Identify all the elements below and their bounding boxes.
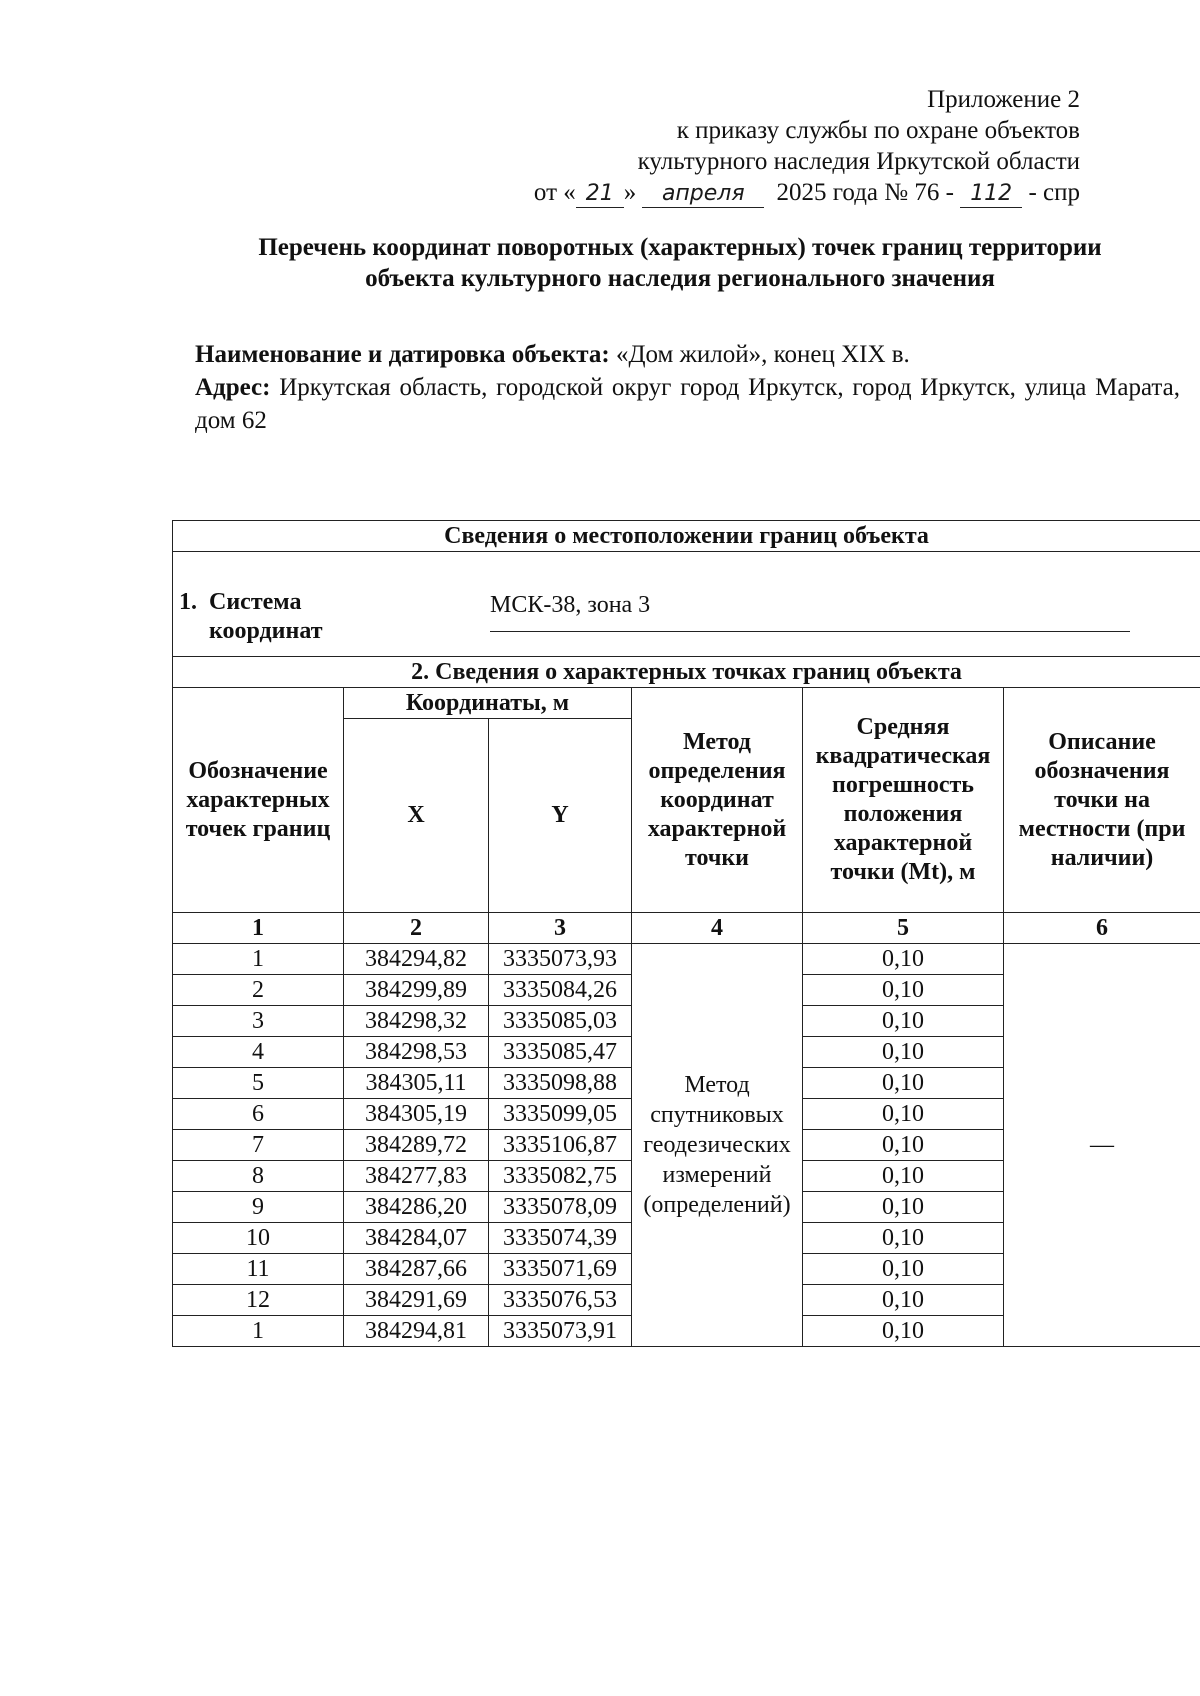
mt-value: 0,10 bbox=[803, 1192, 1004, 1223]
x-value: 384294,81 bbox=[344, 1316, 489, 1347]
order-year-text: 2025 года № 76 - bbox=[776, 179, 954, 206]
coordinate-system-label-2: координат bbox=[209, 618, 323, 644]
handwritten-month: апреля bbox=[642, 181, 764, 208]
x-value: 384286,20 bbox=[344, 1192, 489, 1223]
x-value: 384298,32 bbox=[344, 1006, 489, 1037]
y-value: 3335082,75 bbox=[489, 1161, 632, 1192]
point-id: 7 bbox=[173, 1130, 344, 1161]
x-value: 384298,53 bbox=[344, 1037, 489, 1068]
y-value: 3335085,03 bbox=[489, 1006, 632, 1037]
method-cell: Метод спутниковых геодезических измерений (определений) bbox=[632, 944, 803, 1347]
col-number: 2 bbox=[344, 913, 489, 944]
x-value: 384305,11 bbox=[344, 1068, 489, 1099]
point-id: 1 bbox=[173, 944, 344, 975]
appendix-block bbox=[380, 84, 1080, 208]
y-value: 3335076,53 bbox=[489, 1285, 632, 1316]
col-number: 5 bbox=[803, 913, 1004, 944]
point-id: 4 bbox=[173, 1037, 344, 1068]
point-id: 9 bbox=[173, 1192, 344, 1223]
title-line-2: объекта культурного наследия регионального значения bbox=[365, 265, 995, 292]
x-value: 384289,72 bbox=[344, 1130, 489, 1161]
x-value: 384287,66 bbox=[344, 1254, 489, 1285]
x-value: 384299,89 bbox=[344, 975, 489, 1006]
object-address-label: Адрес: bbox=[195, 374, 271, 401]
object-name-line bbox=[195, 338, 1180, 371]
handwritten-order-number: 112 bbox=[960, 181, 1022, 208]
object-address-value: Иркутская область, городской округ город Иркутск, город Иркутск, улица Марата, дом 62 bbox=[195, 374, 1180, 434]
order-date-line bbox=[380, 177, 1080, 208]
col-coords-header: Координаты, м bbox=[344, 688, 632, 719]
object-name-value: «Дом жилой», конец XIX в. bbox=[615, 341, 910, 368]
coordinate-system-row bbox=[173, 552, 1200, 657]
y-value: 3335071,69 bbox=[489, 1254, 632, 1285]
mt-value: 0,10 bbox=[803, 1254, 1004, 1285]
object-name-label: Наименование и датировка объекта: bbox=[195, 341, 610, 368]
date-prefix: от « bbox=[533, 179, 576, 206]
point-id: 1 bbox=[173, 1316, 344, 1347]
handwritten-day: 21 bbox=[576, 181, 624, 208]
y-value: 3335085,47 bbox=[489, 1037, 632, 1068]
appendix-line-2: к приказу службы по охране объектов bbox=[676, 117, 1080, 144]
y-value: 3335098,88 bbox=[489, 1068, 632, 1099]
order-suffix: - спр bbox=[1028, 179, 1080, 206]
point-id: 10 bbox=[173, 1223, 344, 1254]
appendix-line-3: культурного наследия Иркутской области bbox=[637, 148, 1080, 175]
col-method-header: Метод определения координат характерной точки bbox=[632, 688, 803, 913]
mt-value: 0,10 bbox=[803, 1006, 1004, 1037]
y-value: 3335084,26 bbox=[489, 975, 632, 1006]
mt-value: 0,10 bbox=[803, 1037, 1004, 1068]
point-id: 5 bbox=[173, 1068, 344, 1099]
boundary-table bbox=[172, 520, 1200, 1347]
x-value: 384284,07 bbox=[344, 1223, 489, 1254]
mt-value: 0,10 bbox=[803, 944, 1004, 975]
coordinate-system-label-1: Система bbox=[209, 589, 302, 615]
mt-value: 0,10 bbox=[803, 1223, 1004, 1254]
col-error-header: Средняя квадратическая погрешность положения характерной точки (Mt), м bbox=[803, 688, 1004, 913]
date-mid: » bbox=[623, 179, 637, 206]
x-value: 384305,19 bbox=[344, 1099, 489, 1130]
mt-value: 0,10 bbox=[803, 1161, 1004, 1192]
coordinate-system-number: 1. bbox=[179, 589, 197, 615]
description-cell: — bbox=[1004, 944, 1200, 1347]
point-id: 8 bbox=[173, 1161, 344, 1192]
y-value: 3335078,09 bbox=[489, 1192, 632, 1223]
coordinate-system-value: МСК-38, зона 3 bbox=[490, 592, 1130, 632]
point-id: 11 bbox=[173, 1254, 344, 1285]
table-row bbox=[173, 944, 1200, 975]
mt-value: 0,10 bbox=[803, 1285, 1004, 1316]
appendix-line-1: Приложение 2 bbox=[927, 86, 1080, 113]
mt-value: 0,10 bbox=[803, 1316, 1004, 1347]
mt-value: 0,10 bbox=[803, 975, 1004, 1006]
column-number-row bbox=[173, 913, 1200, 944]
title-line-1: Перечень координат поворотных (характерных) точек границ территории bbox=[258, 234, 1102, 261]
coordinate-system-label bbox=[179, 588, 323, 646]
y-value: 3335099,05 bbox=[489, 1099, 632, 1130]
y-value: 3335073,93 bbox=[489, 944, 632, 975]
mt-value: 0,10 bbox=[803, 1068, 1004, 1099]
x-value: 384277,83 bbox=[344, 1161, 489, 1192]
col-description-header: Описание обозначения точки на местности (при наличии) bbox=[1004, 688, 1200, 913]
y-value: 3335073,91 bbox=[489, 1316, 632, 1347]
y-value: 3335074,39 bbox=[489, 1223, 632, 1254]
mt-value: 0,10 bbox=[803, 1130, 1004, 1161]
col-x-header: X bbox=[344, 719, 489, 913]
x-value: 384291,69 bbox=[344, 1285, 489, 1316]
point-id: 12 bbox=[173, 1285, 344, 1316]
section-2-header: 2. Сведения о характерных точках границ объекта bbox=[173, 657, 1200, 688]
col-y-header: Y bbox=[489, 719, 632, 913]
point-id: 6 bbox=[173, 1099, 344, 1130]
x-value: 384294,82 bbox=[344, 944, 489, 975]
col-number: 3 bbox=[489, 913, 632, 944]
object-info bbox=[195, 338, 1180, 437]
point-id: 3 bbox=[173, 1006, 344, 1037]
col-number: 1 bbox=[173, 913, 344, 944]
col-designation-header: Обозначение характерных точек границ bbox=[173, 688, 344, 913]
col-number: 4 bbox=[632, 913, 803, 944]
y-value: 3335106,87 bbox=[489, 1130, 632, 1161]
document-title bbox=[180, 232, 1180, 294]
table-header: Сведения о местоположении границ объекта bbox=[173, 521, 1200, 552]
point-id: 2 bbox=[173, 975, 344, 1006]
col-number: 6 bbox=[1004, 913, 1200, 944]
object-address-line bbox=[195, 371, 1180, 437]
mt-value: 0,10 bbox=[803, 1099, 1004, 1130]
